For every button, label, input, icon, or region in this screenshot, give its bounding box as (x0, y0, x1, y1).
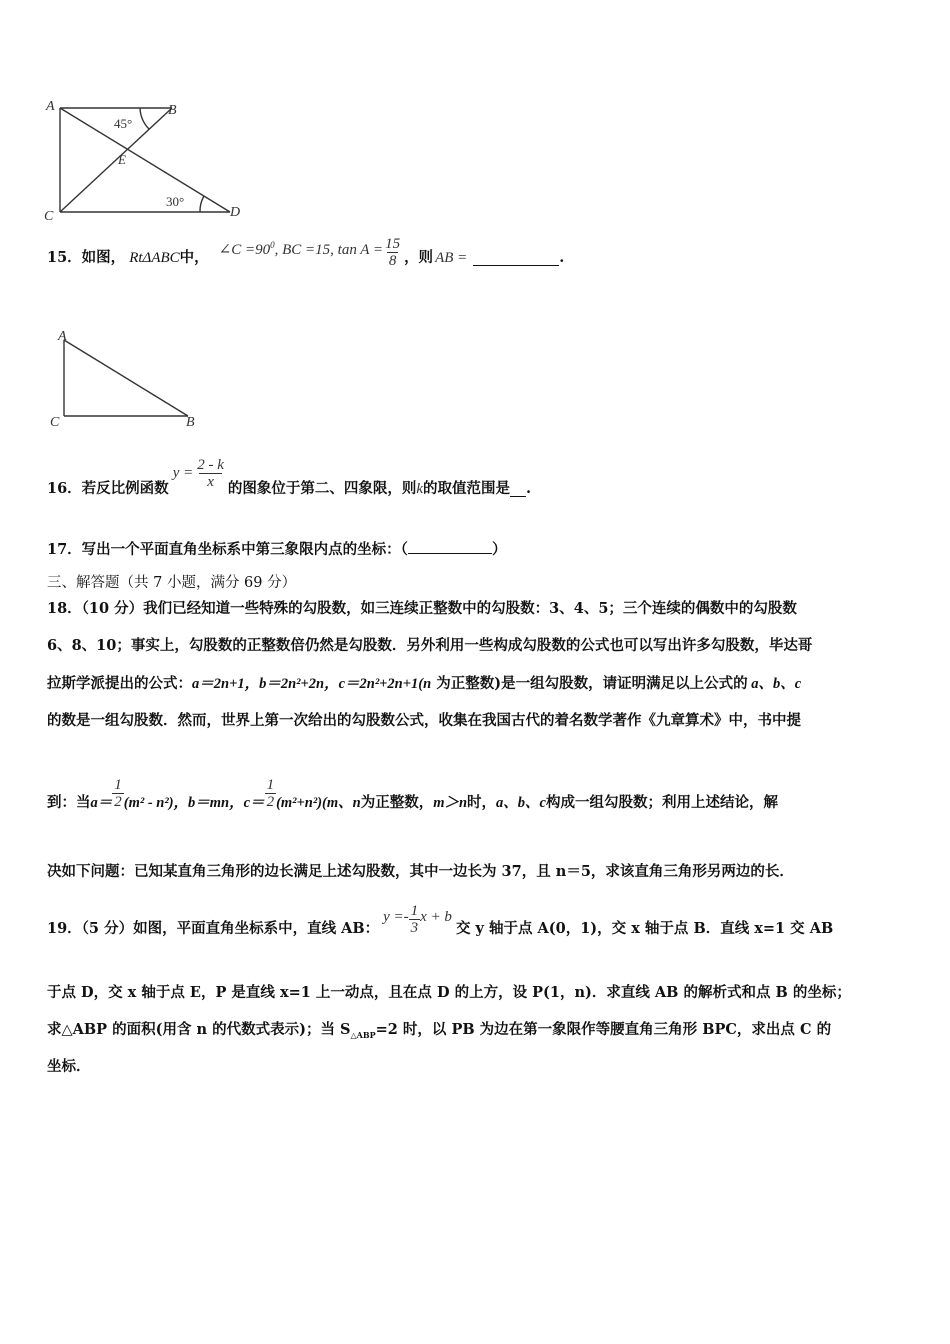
q15-zhong: 中， (179, 249, 209, 266)
q16-number: 16．若反比例函数 (47, 480, 169, 497)
q18-line-6: 决如下问题：已知某直角三角形的边长满足上述勾股数，其中一边长为 37，且 n＝5，求该直角三角形另两边的长． (47, 863, 794, 880)
q15-frac-num: 15 (385, 235, 401, 252)
q19-frac-den: 3 (410, 919, 419, 936)
question-16 (47, 452, 531, 502)
figure-right-triangle (44, 326, 214, 436)
q16-end: 的取值范围是 (423, 480, 511, 497)
q18-f2: (m²+n²)(m、n (276, 795, 361, 811)
q19-line-4: 坐标． (47, 1058, 91, 1075)
q19-frac-num: 1 (410, 902, 419, 919)
q15-degree: 0 (270, 240, 275, 250)
q18-line3-a: 拉斯学派提出的公式： (47, 675, 192, 692)
q19-line3-a: 求△ABP 的面积(用含 n 的代数式表示)；当 S (47, 1021, 351, 1038)
q19-eq-y: y =- (383, 909, 409, 925)
q18-line3-b: 为正整数)是一组勾股数，请证明满足以上公式的 (431, 675, 748, 692)
q15-ze: ，则 (404, 249, 434, 266)
q16-k: k (416, 481, 424, 497)
q16-y: y = (172, 465, 194, 481)
q15-frac-den: 8 (388, 252, 397, 269)
q18-line-2: 6、8、10；事实上，勾股数的正整数倍仍然是勾股数．另外利用一些构成勾股数的公式也可以写出许多勾股数，毕达哥 (47, 637, 813, 654)
q15-end: . (559, 249, 565, 266)
q18-frac-2 (265, 777, 277, 810)
angle-arc-b (140, 108, 149, 129)
section-3-heading: 三、解答题（共 7 小题，满分 69 分） (47, 575, 297, 591)
label-d: D (230, 205, 241, 220)
q19-line-1 (47, 898, 833, 940)
q18-f1: (m² - n²)， (123, 795, 189, 811)
label-b: B (168, 103, 177, 118)
q17-close: ） (491, 541, 507, 558)
q19-line-3 (47, 1018, 831, 1039)
q15-angle-c: ∠C =90 (218, 242, 271, 258)
q18-abc: a、b、c (747, 676, 802, 692)
q17-text: 17．写出一个平面直角坐标系中第三象限内点的坐标：（ (47, 541, 408, 558)
question-17 (47, 538, 506, 559)
q18-line5-e: 时， (467, 794, 497, 811)
label-a: A (58, 329, 67, 344)
label-e: E (118, 152, 126, 167)
angle-arc-d (200, 196, 204, 212)
q18-line-1: 18．（10 分）我们已经知道一些特殊的勾股数，如三连续正整数中的勾股数：3、4、5；三个连续的偶数中的勾股数 (47, 600, 797, 617)
angle-30-label: 30° (166, 194, 185, 209)
q16-frac-den: x (199, 473, 222, 490)
q18-a-var: a＝ (90, 795, 113, 811)
angle-45-label: 45° (114, 116, 133, 131)
q15-bc-tan: , BC =15, tan A = (274, 242, 384, 258)
q19-line3-b: =2 时，以 PB 为边在第一象限作等腰直角三角形 BPC，求出点 C 的 (375, 1021, 832, 1038)
label-c: C (44, 209, 54, 224)
q18-line5-a: 到：当 (47, 794, 91, 811)
q18-frac2-den: 2 (266, 793, 275, 810)
q19-fraction (409, 903, 421, 936)
q18-line-3 (47, 672, 801, 693)
q18-line5-g: 构成一组勾股数；利用上述结论，解 (545, 794, 778, 811)
q18-formula: a＝2n+1，b＝2n²+2n，c＝2n²+2n+1(n (192, 676, 432, 692)
q16-dot: . (526, 480, 532, 497)
q18-frac-1 (112, 777, 124, 810)
q18-line-5 (47, 770, 778, 816)
q15-answer-blank[interactable] (473, 251, 559, 266)
q15-ab: AB = (435, 250, 468, 266)
q15-condition (219, 241, 383, 259)
q18-line5-b: b＝mn，c＝ (188, 795, 265, 811)
q18-line5-c: 为正整数， (360, 794, 434, 811)
q19-line1-b: 交 y 轴于点 A(0，1)，交 x 轴于点 B．直线 x=1 交 AB (455, 920, 834, 937)
q16-frac-num: 2 - k (197, 456, 224, 473)
q18-frac1-num: 1 (114, 776, 122, 793)
figure-quadrilateral (40, 92, 260, 227)
q18-line5-f: a、b、c (496, 795, 546, 811)
q16-mid: 的图象位于第二、四象限，则 (227, 480, 417, 497)
q19-line-2: 于点 D，交 x 轴于点 E，P 是直线 x=1 上一动点，且在点 D 的上方，设 P(1，n)．求直线 AB 的解析式和点 B 的坐标； (47, 984, 851, 1001)
q16-fraction (193, 457, 228, 490)
q18-line-4: 的数是一组勾股数．然而，世界上第一次给出的勾股数公式，收集在我国古代的着名数学著作《九章算术》中，书中提 (47, 712, 801, 729)
q18-frac1-den: 2 (114, 793, 122, 810)
label-a: A (46, 99, 55, 114)
q18-frac2-num: 1 (266, 776, 275, 793)
q17-answer-blank[interactable] (408, 539, 492, 554)
q18-line5-d: m＞n (433, 795, 468, 811)
q19-eq-rest: x + b (420, 909, 452, 925)
q19-line1-a: 19．（5 分）如图，平面直角坐标系中，直线 AB： (47, 920, 380, 937)
q15-triangle: RtΔABC (129, 250, 180, 266)
q15-fraction (383, 236, 402, 269)
q19-sub: △ABP (350, 1029, 376, 1040)
segment-ab (64, 340, 188, 416)
label-c: C (50, 415, 60, 430)
question-15 (47, 235, 565, 278)
q15-number: 15．如图， (47, 249, 126, 266)
label-b: B (186, 415, 195, 430)
q16-answer-blank[interactable] (510, 482, 526, 497)
